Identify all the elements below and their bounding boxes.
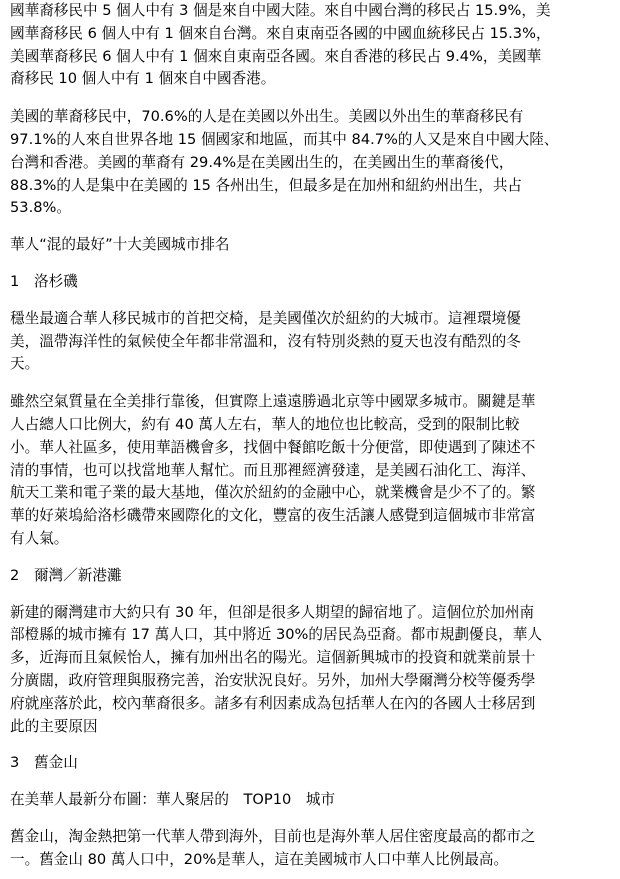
text-line: 新建的爾灣建市大約只有 30 年，但卻是很多人期望的歸宿地了。這個位於加州南 [10, 603, 535, 621]
text-line: 97.1%的人來自世界各地 15 個國家和地區，而其中 84.7%的人又是來自中國大陸、 [10, 130, 559, 148]
text-line: 小。華人社區多，使用華語機會多，找個中餐館吃飯十分便當，即使遇到了陳述不 [10, 438, 536, 456]
text-line: 此的主要原因 [10, 717, 98, 735]
text-line: 人占總人口比例大，約有 40 萬人左右，華人的地位也比較高，受到的限制比較 [10, 415, 520, 433]
section-name: 爾灣／新港灘 [34, 566, 122, 584]
section-number: 3 [10, 754, 20, 772]
text-line: 航天工業和電子業的最大基地，僅次於紐約的金融中心，就業機會是少不了的。繁 [10, 484, 536, 502]
text-line: 國華裔移民 6 個人中有 1 個來自台灣。來自東南亞各國的中國血統移民占 15.3%， [10, 24, 551, 42]
section-name: 舊金山 [34, 754, 78, 772]
text-line: 府就座落於此，校內華裔很多。諸多有利因素成為包括華人在內的各國人士移居到 [10, 694, 536, 712]
paragraph-irvine-details [10, 602, 612, 739]
document-body [10, 0, 612, 872]
text-line: 穩坐最適合華人移民城市的首把交椅，是美國僅次於紐約的大城市。這裡環境優 [10, 309, 521, 327]
text-line: 有人氣。 [10, 529, 69, 547]
paragraph-immigrant-origins [10, 0, 612, 91]
text-line: 清的事情，也可以找當地華人幫忙。而且那裡經濟發達，是美國石油化工、海洋、 [10, 461, 536, 479]
section-heading-san-francisco [10, 752, 612, 775]
paragraph-la-intro [10, 308, 612, 376]
section-name: 洛杉磯 [34, 272, 78, 290]
text-line: 國華裔移民中 5 個人中有 3 個是來自中國大陸。來自中國台灣的移民占 15.9%，美 [10, 2, 551, 19]
text-line: 舊金山，淘金熱把第一代華人帶到海外，目前也是海外華人居住密度最高的都市之 [10, 827, 536, 845]
ranking-title: 華人“混的最好”十大美國城市排名 [10, 236, 230, 254]
text-line: 多，近海而且氣候怡人，擁有加州出名的陽光。這個新興城市的投資和就業前景十 [10, 649, 536, 667]
paragraph-sf-details [10, 826, 612, 872]
text-line: 台灣和香港。美國的華裔有 29.4%是在美國出生的，在美國出生的華裔後代， [10, 153, 514, 171]
section-heading-irvine [10, 565, 612, 588]
text-line: 美國的華裔移民中，70.6%的人是在美國以外出生。美國以外出生的華裔移民有 [10, 108, 524, 126]
text-line: 53.8%。 [10, 199, 71, 217]
section-number: 1 [10, 272, 20, 290]
text-line: 裔移民 10 個人中有 1 個來自中國香港。 [10, 70, 276, 88]
text-line: 一。舊金山 80 萬人口中，20%是華人，這在美國城市人口中華人比例最高。 [10, 850, 509, 868]
section-number: 2 [10, 566, 20, 584]
text-line: 華的好萊塢給洛杉磯帶來國際化的文化，豐富的夜生活讓人感覺到這個城市非常富 [10, 507, 536, 525]
paragraph-birthplace-stats [10, 106, 612, 220]
distribution-subtitle: 在美華人最新分布圖：華人聚居的 TOP10 城市 [10, 791, 336, 809]
text-line: 美，溫帶海洋性的氣候使全年都非常溫和，沒有特別炎熱的夏天也沒有酷烈的冬 [10, 332, 521, 350]
paragraph-la-details [10, 391, 612, 551]
text-line: 美國華裔移民 6 個人中有 1 個來自東南亞各國。來自香港的移民占 9.4%，美國華 [10, 47, 542, 65]
text-line: 部橙縣的城市擁有 17 萬人口，其中將近 30%的居民為亞裔。都市規劃優良，華人 [10, 626, 542, 644]
text-line: 天。 [10, 355, 40, 373]
section-heading-los-angeles [10, 271, 612, 294]
text-line: 88.3%的人是集中在美國的 15 各州出生，但最多是在加州和紐約州出生，共占 [10, 176, 523, 194]
text-line: 分廣闊，政府管理與服務完善，治安狀況良好。另外，加州大學爾灣分校等優秀學 [10, 671, 536, 689]
text-line: 雖然空氣質量在全美排行靠後，但實際上遠遠勝過北京等中國眾多城市。關鍵是華 [10, 393, 536, 411]
